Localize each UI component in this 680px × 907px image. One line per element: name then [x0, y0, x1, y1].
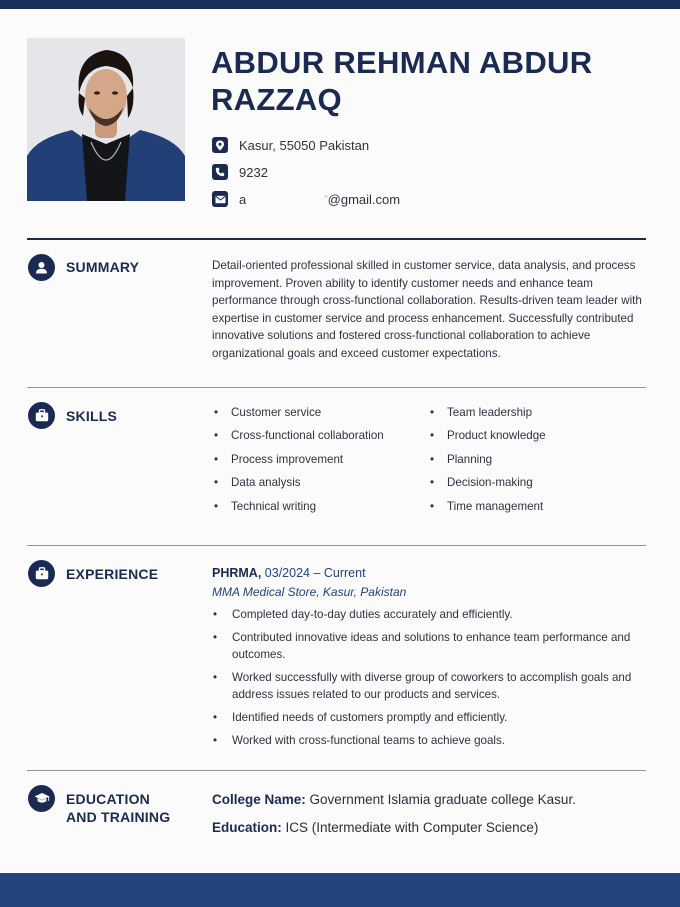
- candidate-name: ABDUR REHMAN ABDUR RAZZAQ: [211, 45, 593, 117]
- skill-item: • Customer service: [214, 404, 384, 427]
- email-end: @gmail.com: [327, 191, 401, 207]
- envelope-icon: [212, 191, 228, 207]
- college-line: [212, 791, 576, 808]
- phone-icon: [212, 164, 228, 180]
- skill-item: • Data analysis: [214, 474, 384, 497]
- job-location: MMA Medical Store, Kasur, Pakistan: [212, 585, 407, 599]
- education-line: [212, 819, 538, 836]
- location-text: Kasur, 55050 Pakistan: [239, 137, 370, 153]
- skill-item: • Process improvement: [214, 451, 384, 474]
- contact-phone: [212, 164, 268, 180]
- briefcase-icon: [28, 402, 55, 429]
- experience-title: EXPERIENCE: [66, 566, 159, 582]
- job-header: [212, 565, 366, 581]
- email-middle: '': [324, 194, 328, 204]
- education-title: [66, 790, 170, 826]
- bottom-accent-bar: [0, 873, 680, 907]
- email-start: a: [239, 191, 247, 207]
- profile-photo: [27, 38, 185, 201]
- summary-divider: [27, 387, 646, 388]
- job-dates: 03/2024 – Current: [264, 566, 366, 580]
- skills-title: SKILLS: [66, 408, 117, 424]
- header-divider: [27, 238, 646, 240]
- graduation-cap-icon: [28, 785, 55, 812]
- job-duties-list: [212, 606, 642, 755]
- skill-item: • Decision-making: [430, 474, 546, 497]
- briefcase-icon: [28, 560, 55, 587]
- duty-item: • Identified needs of customers promptly and efficiently.: [212, 709, 642, 726]
- duty-item: • Worked successfully with diverse group of coworkers to accomplish goals and address issues related to our products and services.: [212, 669, 642, 703]
- skills-list-right: [430, 404, 546, 521]
- skill-item: • Time management: [430, 498, 546, 521]
- summary-title: SUMMARY: [66, 259, 140, 275]
- education-label: Education:: [212, 820, 282, 835]
- top-accent-bar: [0, 0, 680, 9]
- job-company: PHRMA,: [212, 566, 262, 580]
- education-title-line2: AND TRAINING: [66, 809, 171, 825]
- map-pin-icon: [212, 137, 228, 153]
- skill-item: • Team leadership: [430, 404, 546, 427]
- experience-divider: [27, 770, 646, 771]
- skill-item: • Technical writing: [214, 498, 384, 521]
- skills-list-left: [214, 404, 384, 521]
- user-icon: [28, 254, 55, 281]
- skill-item: • Planning: [430, 451, 546, 474]
- summary-text: Detail-oriented professional skilled in customer service, data analysis, and process improvement. Proven ability to identify customer needs and enhance team performance through cross-functional collaboration. Results-driven team leader with expertise in customer service and process enhancement. Successfully contributed innovative solutions and fostered cross-functional collaboration to achieve organizational goals and exceed customer expectations.: [212, 259, 642, 360]
- duty-item: • Completed day-to-day duties accurately and efficiently.: [212, 606, 642, 623]
- skill-item: • Product knowledge: [430, 427, 546, 450]
- email-redacted-area: [246, 192, 324, 206]
- skills-divider: [27, 545, 646, 546]
- contact-email[interactable]: [212, 191, 400, 207]
- education-value: ICS (Intermediate with Computer Science): [285, 820, 539, 835]
- education-title-line1: EDUCATION: [66, 791, 150, 807]
- skill-item: • Cross-functional collaboration: [214, 427, 384, 450]
- phone-text: 9232: [239, 164, 268, 180]
- college-label: College Name:: [212, 792, 306, 807]
- duty-item: • Contributed innovative ideas and solutions to enhance team performance and outcomes.: [212, 629, 642, 663]
- duty-item: • Worked with cross-functional teams to achieve goals.: [212, 732, 642, 749]
- contact-location: [212, 137, 369, 153]
- college-value: Government Islamia graduate college Kasur.: [309, 792, 576, 807]
